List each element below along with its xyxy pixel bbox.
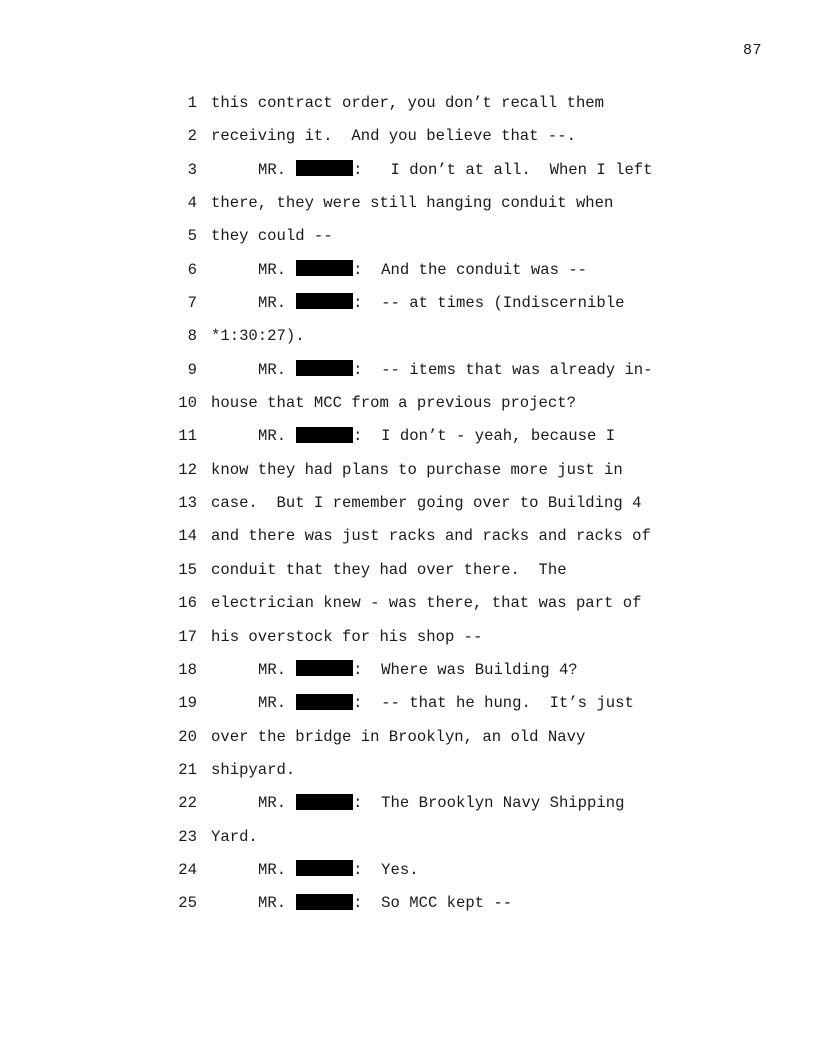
- line-number: 1: [187, 94, 197, 112]
- line-content: and there was just racks and racks and racks of: [211, 527, 651, 546]
- line-number: 21: [178, 760, 197, 779]
- speaker-label: MR.: [258, 860, 287, 879]
- redaction-box: [296, 160, 353, 176]
- transcript-line: [170, 487, 730, 520]
- line-text: [211, 387, 576, 420]
- transcript-line: [170, 587, 730, 620]
- transcript-line: [170, 254, 730, 287]
- line-content: : Where was Building 4?: [353, 660, 578, 679]
- speaker-label: MR.: [258, 794, 287, 813]
- line-text: [211, 654, 578, 687]
- line-number: 23: [178, 827, 197, 846]
- transcript-line: [170, 87, 730, 120]
- line-content: : The Brooklyn Navy Shipping: [353, 794, 625, 813]
- transcript-line: [170, 454, 730, 487]
- redaction-box: [296, 694, 353, 710]
- line-content: conduit that they had over there. The: [211, 560, 567, 579]
- line-number: 8: [187, 327, 197, 346]
- page-number: 87: [742, 42, 762, 59]
- line-content: : And the conduit was --: [353, 260, 588, 279]
- transcript-line: [170, 854, 730, 887]
- line-content: Yard.: [211, 827, 258, 846]
- transcript-line: [170, 420, 730, 453]
- redaction-box: [296, 293, 353, 309]
- line-text: [211, 554, 567, 587]
- speaker-label: MR.: [258, 294, 287, 313]
- transcript-line: [170, 220, 730, 253]
- transcript-line: [170, 354, 730, 387]
- transcript-line: [170, 520, 730, 553]
- line-text: [211, 621, 482, 654]
- redaction-box: [296, 894, 353, 910]
- line-text: [211, 420, 615, 453]
- line-number: 19: [178, 694, 197, 713]
- line-number: 18: [178, 660, 197, 679]
- line-text: [211, 454, 623, 487]
- line-number: 25: [178, 894, 197, 913]
- transcript-line: [170, 320, 730, 353]
- line-content: : So MCC kept --: [353, 894, 513, 913]
- line-text: [211, 487, 641, 520]
- transcript-line: [170, 654, 730, 687]
- line-text: [211, 887, 512, 920]
- line-number: 7: [187, 294, 197, 313]
- line-number: 15: [178, 560, 197, 579]
- line-text: [211, 787, 624, 820]
- redaction-box: [296, 427, 353, 443]
- line-content: receiving it. And you believe that --.: [211, 127, 576, 146]
- line-content: shipyard.: [211, 760, 296, 779]
- line-content: : -- that he hung. It’s just: [353, 694, 634, 713]
- line-content: *1:30:27).: [211, 327, 305, 346]
- line-text: [211, 854, 419, 887]
- transcript-line: [170, 887, 730, 920]
- speaker-label: MR.: [258, 427, 287, 446]
- line-text: [211, 587, 641, 620]
- line-content: : I don’t at all. When I left: [353, 160, 653, 179]
- line-content: over the bridge in Brooklyn, an old Navy: [211, 727, 586, 746]
- line-content: know they had plans to purchase more just in: [211, 460, 623, 479]
- line-text: [211, 687, 634, 720]
- line-number: 17: [178, 627, 197, 646]
- line-number: 11: [178, 427, 197, 446]
- redaction-box: [296, 794, 353, 810]
- line-content: : -- items that was already in-: [353, 360, 653, 379]
- line-text: [211, 187, 613, 220]
- line-content: house that MCC from a previous project?: [211, 394, 576, 413]
- line-content: electrician knew - was there, that was part of: [211, 594, 642, 613]
- line-number: 9: [187, 360, 197, 379]
- speaker-label: MR.: [258, 894, 287, 913]
- transcript-line: [170, 754, 730, 787]
- line-number: 2: [187, 127, 197, 146]
- redaction-box: [296, 360, 353, 376]
- line-text: [211, 821, 258, 854]
- line-number: 14: [178, 527, 197, 546]
- line-number: 4: [187, 194, 197, 213]
- line-number: 13: [178, 494, 197, 513]
- line-content: : I don’t - yeah, because I: [353, 427, 616, 446]
- transcript-body: [170, 87, 730, 921]
- transcript-line: [170, 554, 730, 587]
- line-content: they could --: [211, 227, 333, 246]
- speaker-label: MR.: [258, 260, 287, 279]
- redaction-box: [296, 660, 353, 676]
- redaction-box: [296, 860, 353, 876]
- line-content: case. But I remember going over to Building 4: [211, 494, 642, 513]
- speaker-label: MR.: [258, 660, 287, 679]
- line-text: [211, 220, 333, 253]
- line-number: 24: [178, 860, 197, 879]
- line-number: 10: [178, 394, 197, 413]
- speaker-label: MR.: [258, 360, 287, 379]
- speaker-label: MR.: [258, 160, 287, 179]
- transcript-line: [170, 821, 730, 854]
- transcript-line: [170, 187, 730, 220]
- transcript-line: [170, 154, 730, 187]
- line-text: [211, 287, 624, 320]
- line-text: [211, 721, 585, 754]
- line-content: : Yes.: [353, 860, 419, 879]
- transcript-line: [170, 621, 730, 654]
- line-number: 5: [187, 227, 197, 246]
- line-content: : -- at times (Indiscernible: [353, 294, 625, 313]
- redaction-box: [296, 260, 353, 276]
- line-text: [211, 354, 653, 387]
- line-content: this contract order, you don’t recall them: [211, 94, 605, 112]
- transcript-line: [170, 687, 730, 720]
- transcript-line: [170, 721, 730, 754]
- line-text: [211, 754, 295, 787]
- line-content: his overstock for his shop --: [211, 627, 483, 646]
- line-text: [211, 120, 576, 153]
- line-number: 22: [178, 794, 197, 813]
- speaker-label: MR.: [258, 694, 287, 713]
- line-number: 6: [187, 260, 197, 279]
- line-number: 3: [187, 160, 197, 179]
- transcript-line: [170, 787, 730, 820]
- line-number: 12: [178, 460, 197, 479]
- line-text: [211, 320, 305, 353]
- line-text: [211, 254, 587, 287]
- line-content: there, they were still hanging conduit when: [211, 194, 614, 213]
- line-text: [211, 87, 604, 120]
- line-text: [211, 520, 651, 553]
- transcript-line: [170, 387, 730, 420]
- line-number: 16: [178, 594, 197, 613]
- line-number: 20: [178, 727, 197, 746]
- transcript-line: [170, 287, 730, 320]
- line-text: [211, 154, 653, 187]
- transcript-line: [170, 120, 730, 153]
